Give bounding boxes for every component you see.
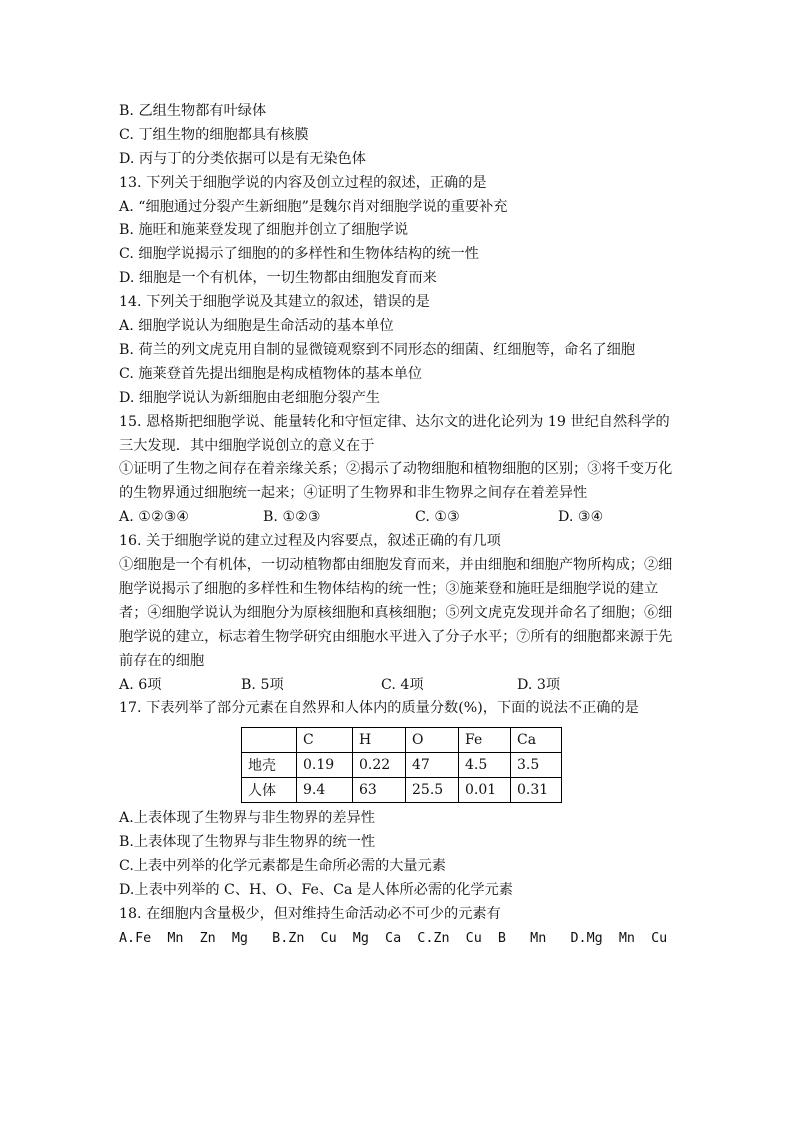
- table-cell: 9.4: [297, 778, 353, 803]
- q15-stem: 15. 恩格斯把细胞学说、能量转化和守恒定律、达尔文的进化论列为 19 世纪自然科学的三大发现．其中细胞学说创立的意义在于: [119, 413, 670, 454]
- exam-page: [119, 100, 679, 951]
- q13-option-d: D. 细胞是一个有机体，一切生物都由细胞发育而来: [119, 270, 437, 287]
- q13-stem: 13. 下列关于细胞学说的内容及创立过程的叙述，正确的是: [119, 174, 487, 191]
- table-cell: 0.01: [459, 778, 511, 803]
- q14-option-c: C. 施莱登首先提出细胞是构成植物体的基本单位: [119, 365, 423, 382]
- table-cell: 47: [406, 753, 459, 778]
- q17-option-b: B.上表体现了生物界与非生物界的统一性: [119, 834, 376, 851]
- q17-option-a: A.上表体现了生物界与非生物界的差异性: [119, 810, 375, 827]
- element-mass-fraction-table: [241, 727, 562, 803]
- table-cell: 3.5: [511, 753, 562, 778]
- q14-option-d: D. 细胞学说认为新细胞由老细胞分裂产生: [119, 389, 381, 406]
- q12-option-c: C. 丁组生物的细胞都具有核膜: [119, 126, 309, 143]
- q16-option-c: C. 4项: [381, 676, 424, 693]
- q16-option-d: D. 3项: [517, 676, 561, 693]
- table-header-row: [242, 728, 562, 753]
- table-cell: 0.19: [297, 753, 353, 778]
- q16-stem: 16. 关于细胞学说的建立过程及内容要点，叙述正确的有几项: [119, 533, 501, 550]
- q16-statements: ①细胞是一个有机体，一切动植物都由细胞发育而来，并由细胞和细胞产物所构成；②细胞学说揭示了细胞的多样性和生物体结构的统一性；③施莱登和施旺是细胞学说的建立者；④细胞学说认为细胞分为原核细胞和真核细胞；⑤列文虎克发现并命名了细胞；⑥细胞学说的建立，标志着生物学研究由细胞水平进入了分子水平；⑦所有的细胞都来源于先前存在的细胞: [119, 557, 673, 669]
- q15-option-c: C. ①③: [415, 509, 460, 526]
- table-cell: H: [353, 728, 406, 753]
- q15-options: [119, 506, 679, 530]
- q16-options: [119, 674, 679, 698]
- table-row: [242, 778, 562, 803]
- table-row: [242, 753, 562, 778]
- q15-option-a: A. ①②③④: [119, 509, 190, 526]
- q17-option-d: D.上表中列举的 C、H、O、Fe、Ca 是人体所必需的化学元素: [119, 882, 513, 898]
- q14-option-a: A. 细胞学说认为细胞是生命活动的基本单位: [119, 318, 394, 335]
- q17-option-c: C.上表中列举的化学元素都是生命所必需的大量元素: [119, 858, 446, 875]
- q13-option-c: C. 细胞学说揭示了细胞的的多样性和生物体结构的统一性: [119, 246, 479, 263]
- q14-stem: 14. 下列关于细胞学说及其建立的叙述，错误的是: [119, 294, 430, 311]
- q13-option-b: B. 施旺和施莱登发现了细胞并创立了细胞学说: [119, 222, 409, 239]
- q15-option-d: D. ③④: [558, 509, 604, 526]
- q13-option-a: A. “细胞通过分裂产生新细胞”是魏尔肖对细胞学说的重要补充: [119, 198, 508, 215]
- q18-options: A.Fe Mn Zn Mg B.Zn Cu Mg Ca C.Zn Cu B Mn D.Mg Mn Cu: [119, 930, 668, 946]
- table-cell: C: [297, 728, 353, 753]
- table-cell: 人体: [242, 778, 297, 803]
- table-cell: 25.5: [406, 778, 459, 803]
- table-cell: 0.22: [353, 753, 406, 778]
- q18-stem: 18. 在细胞内含量极少，但对维持生命活动必不可少的元素有: [119, 905, 501, 922]
- q17-stem: 17. 下表列举了部分元素在自然界和人体内的质量分数(%)，下面的说法不正确的是: [119, 700, 639, 717]
- table-cell: 4.5: [459, 753, 511, 778]
- q12-option-b: B. 乙组生物都有叶绿体: [119, 103, 267, 119]
- q16-option-a: A. 6项: [119, 676, 162, 693]
- table-cell: 63: [353, 778, 406, 803]
- table-cell: [242, 728, 297, 753]
- table-cell: 0.31: [511, 778, 562, 803]
- q15-statements: ①证明了生物之间存在着亲缘关系；②揭示了动物细胞和植物细胞的区别；③将千变万化的生物界通过细胞统一起来；④证明了生物界和非生物界之间存在着差异性: [119, 461, 673, 502]
- table-cell: Ca: [511, 728, 562, 753]
- q16-option-b: B. 5项: [241, 676, 284, 693]
- table-cell: 地壳: [242, 753, 297, 778]
- table-cell: Fe: [459, 728, 511, 753]
- q15-option-b: B. ①②③: [263, 509, 321, 526]
- table-cell: O: [406, 728, 459, 753]
- q17-table-container: [119, 721, 679, 807]
- q14-option-b: B. 荷兰的列文虎克用自制的显微镜观察到不同形态的细菌、红细胞等，命名了细胞: [119, 341, 636, 358]
- q12-option-d: D. 丙与丁的分类依据可以是有无染色体: [119, 150, 366, 167]
